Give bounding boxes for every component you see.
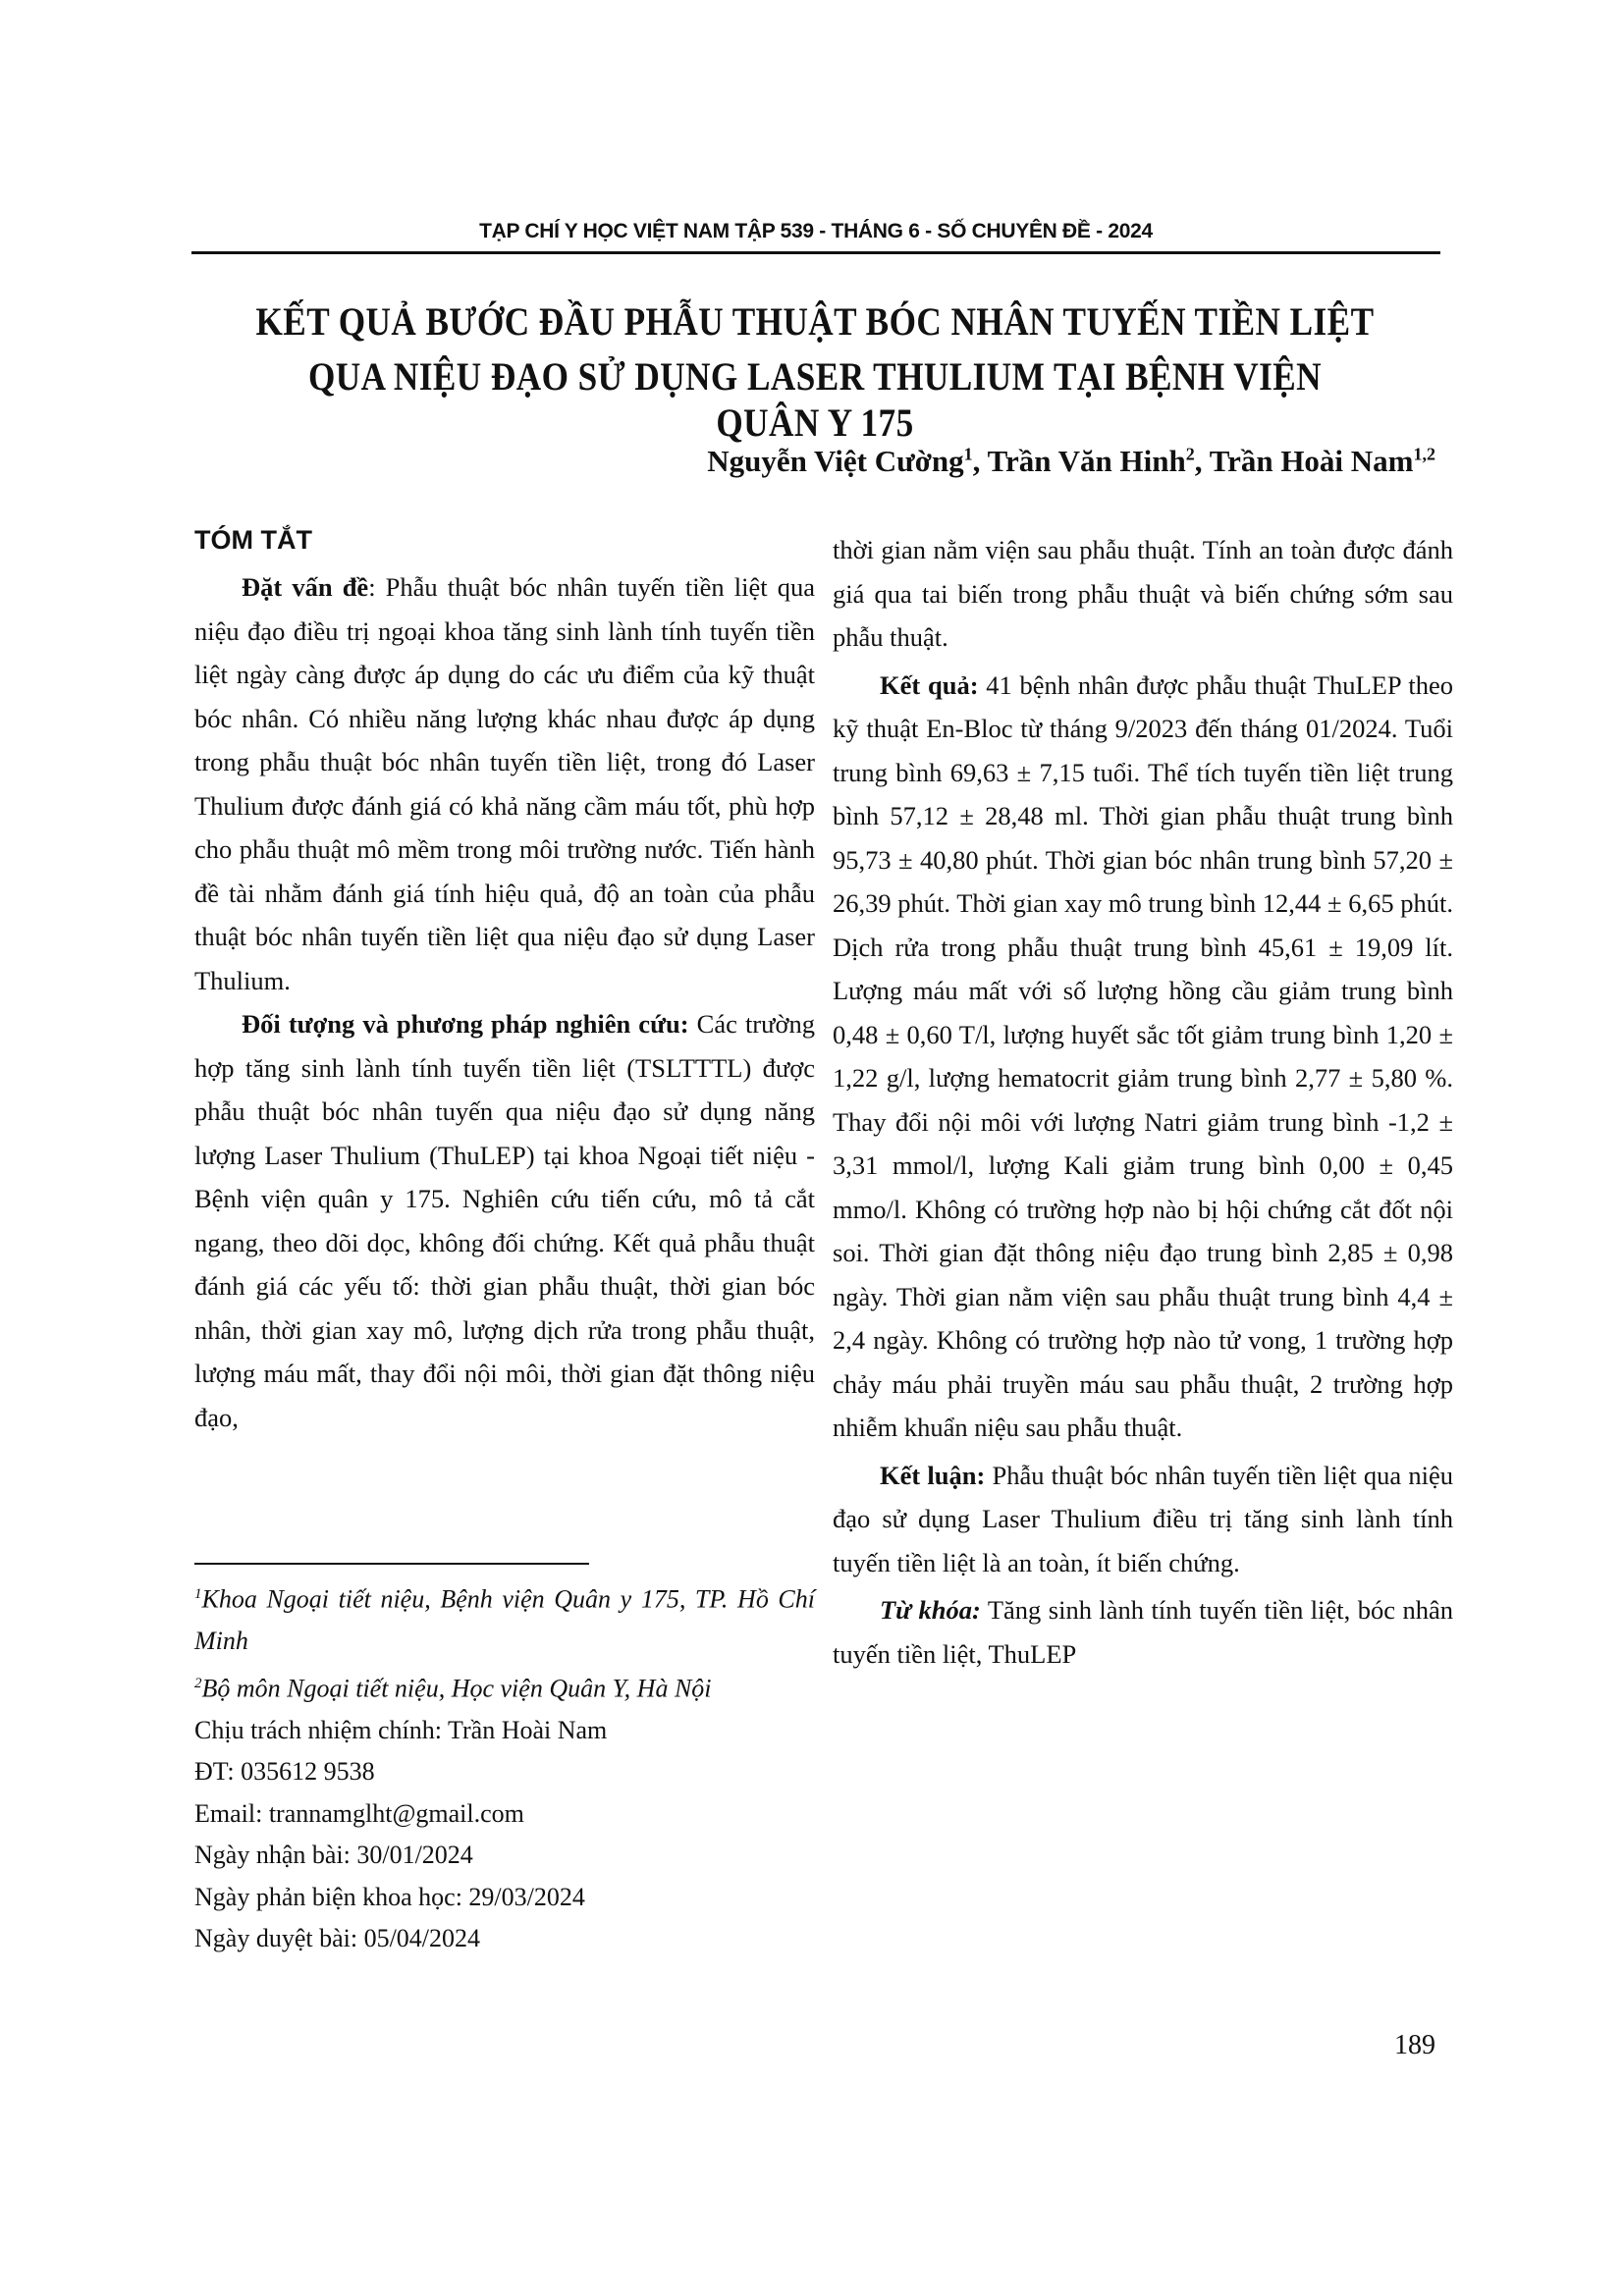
date-received: Ngày nhận bài: 30/01/2024 [194,1841,473,1870]
article-title-line-2: QUA NIỆU ĐẠO SỬ DỤNG LASER THULIUM TẠI BỆNH VIỆN QUÂN Y 175 [307,354,1322,445]
text: Các trường hợp tăng sinh lành tính tuyến tiền liệt (TSLTTTL) được phẫu thuật bóc nhân tuyến qua niệu đạo sử dụng năng lượng Laser Thulium (ThuLEP) tại khoa Ngoại tiết niệu - Bệnh viện quân y 175. Nghiên cứu tiến cứu, mô tả cắt ngang, theo dõi dọc, không đối chứng. Kết quả phẫu thuật đánh giá các yếu tố: thời gian phẫu thuật, thời gian bóc nhân, thời gian xay mô, lượng dịch rửa trong phẫu thuật, lượng máu mất, thay đổi nội môi, thời gian đặt thông niệu đạo, [194,1009,816,1432]
journal-header: TẠP CHÍ Y HỌC VIỆT NAM TẬP 539 - THÁNG 6 - SỐ CHUYÊN ĐỀ - 2024 [479,220,1153,242]
label: Kết quả: [880,669,979,700]
author-name: Trần Hoài Nam [1209,444,1414,478]
abstract-background [194,565,815,1002]
author-affiliation: 2 [1185,444,1195,464]
author-separator: , [1194,444,1210,478]
footnote-rule [194,1563,589,1565]
author-affiliation: 1 [963,444,973,464]
label: Đối tượng và phương pháp nghiên cứu: [242,1009,689,1039]
author-name: Trần Văn Hinh [987,444,1186,478]
abstract-conclusion [833,1454,1453,1585]
abstract-methods-continued: thời gian nằm viện sau phẫu thuật. Tính an toàn được đánh giá qua tai biến trong phẫu thuật và biến chứng sớm sau phẫu thuật. [833,535,1453,652]
text: : Phẫu thuật bóc nhân tuyến tiền liệt qua niệu đạo điều trị ngoại khoa tăng sinh lành tính tuyến tiền liệt ngày càng được áp dụng do các ưu điểm của kỹ thuật bóc nhân. Có nhiều năng lượng khác nhau được áp dụng trong phẫu thuật bóc nhân tuyến tiền liệt, trong đó Laser Thulium được đánh giá có khả năng cầm máu tốt, phù hợp cho phẫu thuật mô mềm trong môi trường nước. Tiến hành đề tài nhằm đánh giá tính hiệu quả, độ an toàn của phẫu thuật bóc nhân tuyến tiền liệt qua niệu đạo sử dụng Laser Thulium. [194,572,815,995]
date-reviewed: Ngày phản biện khoa học: 29/03/2024 [194,1882,585,1911]
author-affiliation: 1,2 [1413,444,1435,464]
affiliation-number: 1 [194,1586,202,1602]
label: Đặt vấn đề [242,572,369,602]
text: Phẫu thuật bóc nhân tuyến tiền liệt qua niệu đạo sử dụng Laser Thulium điều trị tăng sinh lành tính tuyến tiền liệt là an toàn, ít biến chứng. [833,1460,1453,1577]
abstract-heading: TÓM TẮT [194,525,312,555]
affiliation-1 [194,1574,815,1663]
page-number: 189 [1394,2030,1435,2060]
affiliation-number: 2 [194,1675,202,1691]
authors [707,444,1435,479]
author-name: Nguyễn Việt Cường [707,444,964,478]
article-title-line-1: KẾT QUẢ BƯỚC ĐẦU PHẪU THUẬT BÓC NHÂN TUYẾN TIỀN LIỆT [255,299,1375,344]
affiliation-2 [194,1663,815,1710]
text: Tăng sinh lành tính tuyến tiền liệt, bóc nhân tuyến tiền liệt, ThuLEP [833,1595,1453,1669]
corresponding-author: Chịu trách nhiệm chính: Trần Hoài Nam [194,1715,608,1744]
label: Kết luận: [880,1460,986,1490]
label: Từ khóa: [880,1595,981,1625]
header-rule [191,251,1440,254]
text: Bộ môn Ngoại tiết niệu, Học viện Quân Y, Hà Nội [201,1674,712,1703]
footnotes [194,1574,815,1960]
abstract-results [833,664,1453,1450]
abstract-methods [194,1002,815,1439]
author-separator: , [972,444,988,478]
phone: ĐT: 035612 9538 [194,1757,375,1787]
date-accepted: Ngày duyệt bài: 05/04/2024 [194,1924,481,1953]
email: Email: trannamglht@gmail.com [194,1798,524,1828]
right-column [833,528,1453,1676]
keywords [833,1588,1453,1676]
left-column [194,565,815,1439]
text: Khoa Ngoại tiết niệu, Bệnh viện Quân y 175, TP. Hồ Chí Minh [194,1584,815,1656]
text: 41 bệnh nhân được phẫu thuật ThuLEP theo kỹ thuật En-Bloc từ tháng 9/2023 đến tháng 01/2024. Tuổi trung bình 69,63 ± 7,15 tuổi. Thể tích tuyến tiền liệt trung bình 57,12 ± 28,48 ml. Thời gian phẫu thuật trung bình 95,73 ± 40,80 phút. Thời gian bóc nhân trung bình 57,20 ± 26,39 phút. Thời gian xay mô trung bình 12,44 ± 6,65 phút. Dịch rửa trong phẫu thuật trung bình 45,61 ± 19,09 lít. Lượng máu mất với số lượng hồng cầu giảm trung bình 0,48 ± 0,60 T/l, lượng huyết sắc tốt giảm trung bình 1,20 ± 1,22 g/l, lượng hematocrit giảm trung bình 2,77 ± 5,80 %. Thay đổi nội môi với lượng Natri giảm trung bình -1,2 ± 3,31 mmol/l, lượng Kali giảm trung bình 0,00 ± 0,45 mmo/l. Không có trường hợp nào bị hội chứng cắt đốt nội soi. Thời gian đặt thông niệu đạo trung bình 2,85 ± 0,98 ngày. Thời gian nằm viện sau phẫu thuật trung bình 4,4 ± 2,4 ngày. Không có trường hợp nào tử vong, 1 trường hợp chảy máu phải truyền máu sau phẫu thuật, 2 trường hợp nhiễm khuẩn niệu sau phẫu thuật. [833,669,1454,1442]
